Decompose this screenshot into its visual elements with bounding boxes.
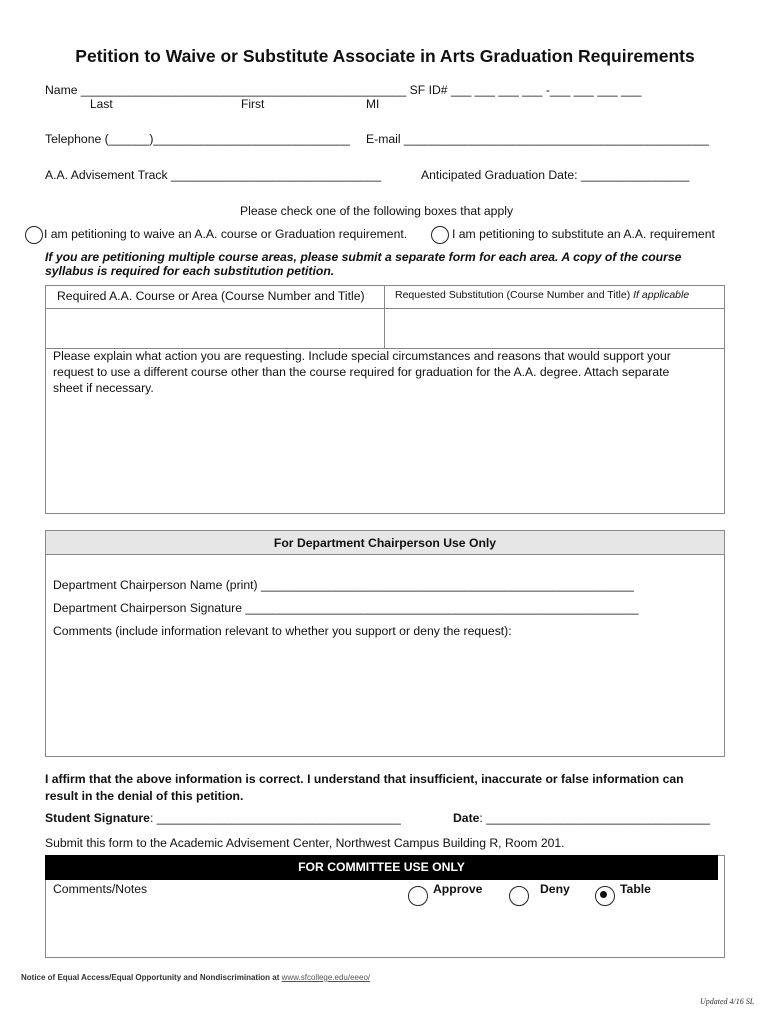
- table-radio[interactable]: [595, 886, 615, 906]
- if-applicable-note: If applicable: [633, 289, 690, 301]
- requested-substitution-header: [395, 289, 689, 301]
- name-first-label: First: [241, 97, 265, 111]
- course-table-column-divider: [384, 285, 385, 349]
- substitute-radio[interactable]: [431, 226, 449, 244]
- graduation-date-field[interactable]: Anticipated Graduation Date: ________________: [421, 168, 690, 182]
- explain-line-2: request to use a different course other than the course required for graduation for the A.A. degree. Attach separate: [53, 365, 670, 379]
- date-label: Date: [453, 811, 480, 825]
- table-label: Table: [620, 882, 651, 896]
- required-course-input[interactable]: [46, 309, 383, 348]
- student-signature-field[interactable]: [45, 811, 401, 825]
- check-instruction: Please check one of the following boxes that apply: [240, 204, 514, 218]
- eeeo-link[interactable]: www.sfcollege.edu/eeeo/: [281, 973, 371, 982]
- updated-note: Updated 4/16 SL: [700, 997, 755, 1006]
- date-line: : _________________________________: [479, 811, 710, 825]
- page-title: Petition to Waive or Substitute Associate in Arts Graduation Requirements: [75, 46, 695, 66]
- approve-label: Approve: [433, 882, 483, 896]
- explain-line-1: Please explain what action you are requesting. Include special circumstances and reasons that would support your: [53, 349, 671, 363]
- date-field[interactable]: [453, 811, 710, 825]
- approve-radio[interactable]: [408, 886, 428, 906]
- committee-header: FOR COMMITTEE USE ONLY: [45, 855, 718, 880]
- requested-substitution-header-text: Requested Substitution (Course Number and Title): [395, 289, 631, 301]
- chairperson-comments-input[interactable]: [50, 642, 720, 752]
- committee-comments-label: Comments/Notes: [53, 882, 148, 896]
- deny-radio[interactable]: [509, 886, 529, 906]
- name-field[interactable]: Name ________________________________________________ SF ID# ___ ___ ___ ___ -___ ___ ___ ___: [45, 83, 642, 97]
- substitute-option-label: I am petitioning to substitute an A.A. requirement: [452, 227, 715, 241]
- nondiscrimination-notice-text: Notice of Equal Access/Equal Opportunity and Nondiscrimination at: [21, 973, 282, 982]
- name-last-label: Last: [90, 97, 113, 111]
- chairperson-signature-field[interactable]: Department Chairperson Signature __________________________________________________________: [53, 601, 639, 615]
- student-signature-line: : ____________________________________: [149, 811, 401, 825]
- student-signature-label: Student Signature: [45, 811, 150, 825]
- explain-line-3: sheet if necessary.: [53, 381, 154, 395]
- multiple-areas-note: If you are petitioning multiple course areas, please submit a separate form for each area. A copy of the course: [45, 250, 682, 264]
- waive-radio[interactable]: [25, 226, 43, 244]
- name-mi-label: MI: [366, 97, 380, 111]
- required-course-header: Required A.A. Course or Area (Course Number and Title): [57, 289, 365, 303]
- submit-instructions: Submit this form to the Academic Advisement Center, Northwest Campus Building R, Room 201.: [45, 836, 565, 850]
- nondiscrimination-notice: [21, 973, 370, 982]
- waive-option-label: I am petitioning to waive an A.A. course or Graduation requirement.: [44, 227, 408, 241]
- chairperson-comments-label: Comments (include information relevant to whether you support or deny the request):: [53, 624, 512, 638]
- affirm-line-2: result in the denial of this petition.: [45, 789, 244, 803]
- affirm-line-1: I affirm that the above information is correct. I understand that insufficient, inaccurate or false information can: [45, 772, 684, 786]
- syllabus-note: syllabus is required for each substitution petition.: [45, 264, 335, 278]
- advisement-track-field[interactable]: A.A. Advisement Track _______________________________: [45, 168, 382, 182]
- telephone-field[interactable]: Telephone (______)_____________________________: [45, 132, 350, 146]
- chairperson-header: For Department Chairperson Use Only: [45, 530, 725, 555]
- email-field[interactable]: E-mail _____________________________________________: [366, 132, 709, 146]
- requested-substitution-input[interactable]: [386, 309, 724, 348]
- chairperson-name-field[interactable]: Department Chairperson Name (print) _______________________________________________________: [53, 578, 634, 592]
- deny-label: Deny: [540, 882, 570, 896]
